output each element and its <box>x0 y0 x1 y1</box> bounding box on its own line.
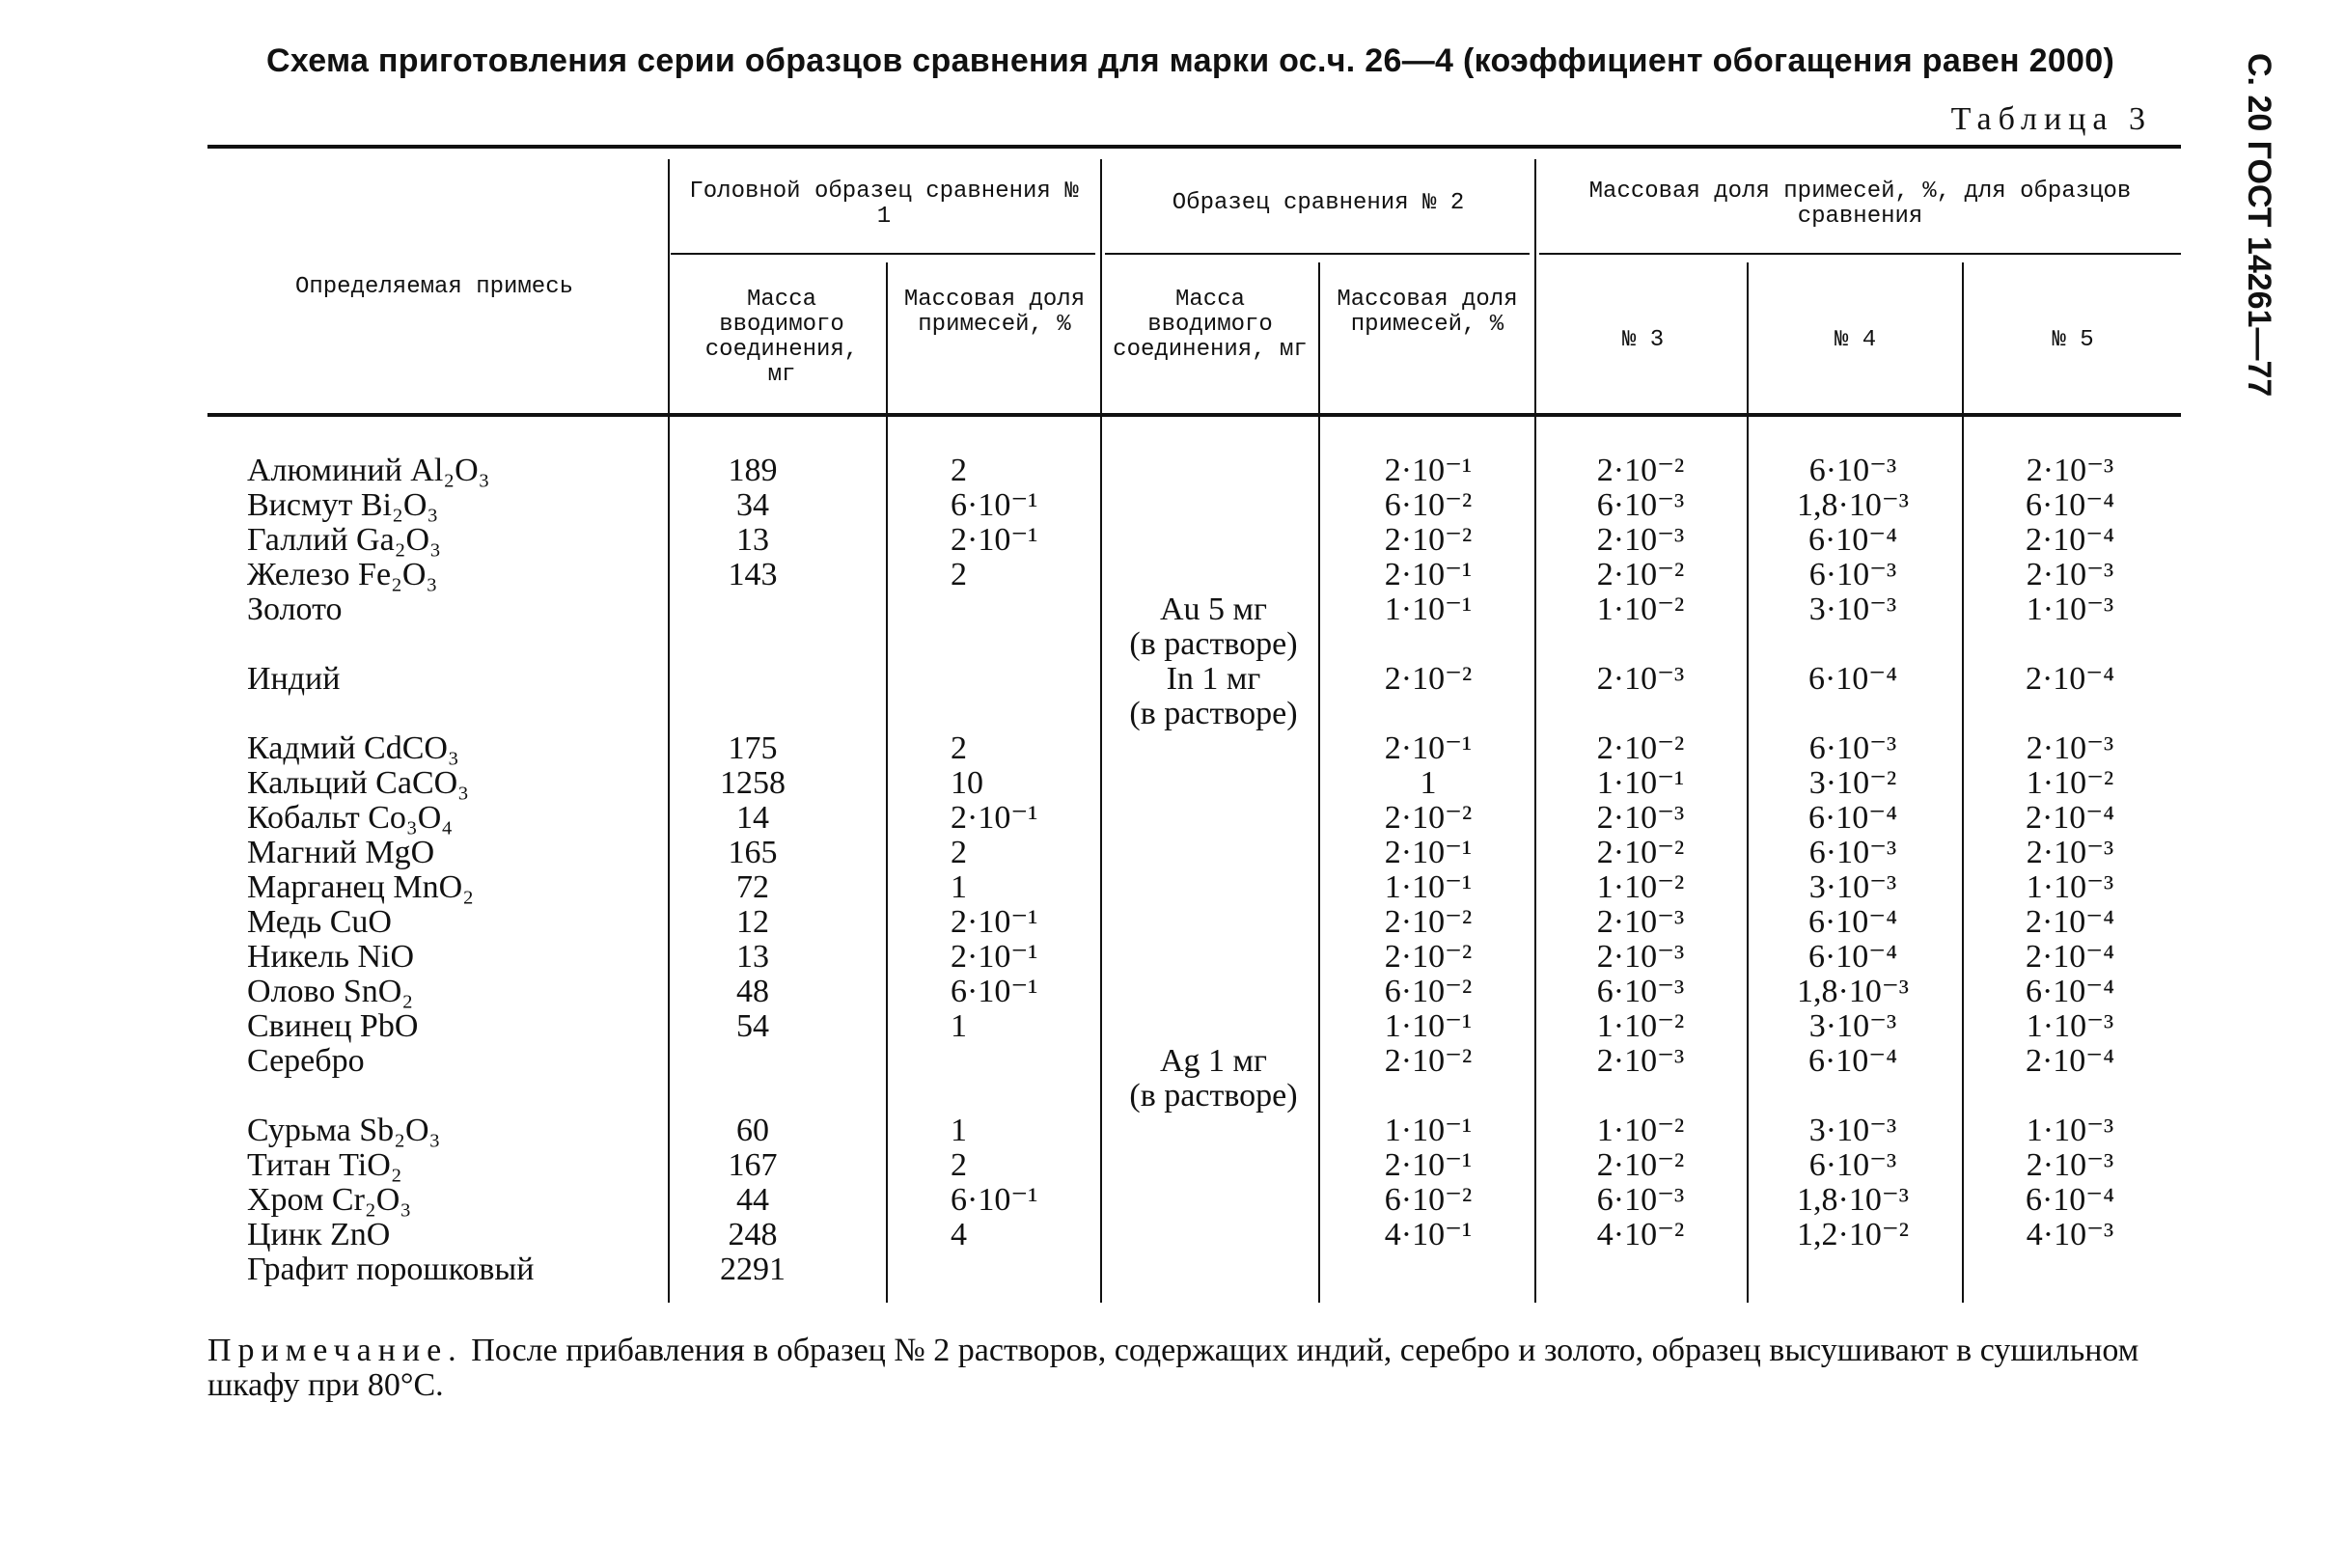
sample2-mass-note: (в растворе) <box>1129 696 1298 731</box>
sample4-fraction: 1,8·10⁻³ <box>1797 487 1909 523</box>
sample3-fraction: 1·10⁻² <box>1596 591 1685 627</box>
sample2-fraction: 2·10⁻² <box>1384 800 1473 836</box>
head-sample-mass: 13 <box>736 522 769 558</box>
sample2-fraction: 2·10⁻² <box>1384 1043 1473 1079</box>
sample3-fraction: 2·10⁻³ <box>1596 904 1685 940</box>
header-mass-compound-2: Масса вводимого соединения, мг <box>1113 287 1308 363</box>
sample4-fraction: 6·10⁻⁴ <box>1807 939 1898 975</box>
subheader-rule-1 <box>671 253 1095 255</box>
sample5-fraction: 2·10⁻⁴ <box>2025 939 2115 975</box>
sample4-fraction: 1,8·10⁻³ <box>1797 974 1909 1009</box>
header-sample-5: № 5 <box>2052 327 2094 353</box>
head-sample-fraction: 6·10⁻¹ <box>951 487 1038 523</box>
impurity-name: Индий <box>247 661 341 697</box>
sample2-fraction: 6·10⁻² <box>1384 1182 1473 1218</box>
sample2-fraction: 2·10⁻² <box>1384 522 1473 558</box>
sample5-fraction: 2·10⁻⁴ <box>2025 1043 2115 1079</box>
sample5-fraction: 1·10⁻³ <box>2026 591 2114 627</box>
impurity-name: Железо Fe₂O₃ <box>247 557 438 592</box>
header-head-sample: Головной образец сравнения № 1 <box>689 179 1079 230</box>
sample5-fraction: 2·10⁻³ <box>2026 453 2114 488</box>
header-sample-2: Образец сравнения № 2 <box>1172 190 1465 216</box>
impurity-name: Сурьма Sb₂O₃ <box>247 1113 441 1148</box>
impurity-name: Алюминий Al₂O₃ <box>247 453 490 488</box>
sample3-fraction: 2·10⁻² <box>1596 730 1685 766</box>
sample3-fraction: 2·10⁻² <box>1596 557 1685 592</box>
head-sample-mass: 72 <box>736 869 769 905</box>
table-top-rule <box>207 145 2181 149</box>
column-divider <box>886 262 888 1303</box>
sample5-fraction: 2·10⁻³ <box>2026 730 2114 766</box>
header-fraction-1: Массовая доля примесей, % <box>903 287 1086 338</box>
sample2-fraction: 2·10⁻² <box>1384 904 1473 940</box>
sample3-fraction: 2·10⁻³ <box>1596 800 1685 836</box>
page-title: Схема приготовления серии образцов сравнения для марки ос.ч. 26—4 (коэффициент обогащения равен 2000) <box>266 42 2115 79</box>
sample5-fraction: 2·10⁻⁴ <box>2025 661 2115 697</box>
sample4-fraction: 1,2·10⁻² <box>1797 1217 1909 1252</box>
sample2-fraction: 6·10⁻² <box>1384 974 1473 1009</box>
head-sample-mass: 248 <box>728 1217 778 1252</box>
sample5-fraction: 1·10⁻³ <box>2026 1008 2114 1044</box>
head-sample-fraction: 6·10⁻¹ <box>951 1182 1038 1218</box>
sample5-fraction: 6·10⁻⁴ <box>2025 974 2115 1009</box>
sample4-fraction: 3·10⁻³ <box>1808 591 1897 627</box>
head-sample-fraction: 2 <box>951 835 967 870</box>
sample3-fraction: 2·10⁻³ <box>1596 1043 1685 1079</box>
head-sample-mass: 13 <box>736 939 769 975</box>
sample4-fraction: 6·10⁻³ <box>1808 557 1897 592</box>
sample5-fraction: 1·10⁻³ <box>2026 869 2114 905</box>
sample2-mass-note: (в растворе) <box>1129 626 1298 662</box>
table-note <box>207 1334 2195 1403</box>
sample3-fraction: 2·10⁻³ <box>1596 522 1685 558</box>
impurity-name: Галлий Ga₂O₃ <box>247 522 441 558</box>
sample3-fraction: 4·10⁻² <box>1596 1217 1685 1252</box>
impurity-name: Висмут Bi₂O₃ <box>247 487 439 523</box>
head-sample-mass: 167 <box>728 1147 778 1183</box>
header-sample-4: № 4 <box>1834 327 1877 353</box>
header-sample-3: № 3 <box>1621 327 1665 353</box>
impurity-name: Марганец MnO₂ <box>247 869 474 905</box>
sample3-fraction: 2·10⁻² <box>1596 835 1685 870</box>
head-sample-mass: 48 <box>736 974 769 1009</box>
header-separator-rule <box>207 413 2181 417</box>
impurity-name: Медь CuO <box>247 904 392 940</box>
impurity-name: Кадмий CdCO₃ <box>247 730 459 766</box>
subheader-rule-2 <box>1105 253 1530 255</box>
impurity-name: Кобальт Co₃O₄ <box>247 800 454 836</box>
head-sample-mass: 175 <box>728 730 778 766</box>
sample2-fraction: 1·10⁻¹ <box>1384 869 1473 905</box>
impurity-name: Свинец PbO <box>247 1008 419 1044</box>
sample2-fraction: 1 <box>1420 765 1437 801</box>
head-sample-fraction: 2 <box>951 557 967 592</box>
sample2-fraction: 2·10⁻¹ <box>1384 453 1473 488</box>
column-divider <box>1747 262 1749 1303</box>
column-divider <box>668 159 670 1303</box>
sample3-fraction: 2·10⁻² <box>1596 453 1685 488</box>
sample3-fraction: 1·10⁻² <box>1596 1008 1685 1044</box>
sample5-fraction: 1·10⁻² <box>2026 765 2114 801</box>
sample4-fraction: 6·10⁻⁴ <box>1807 522 1898 558</box>
head-sample-fraction: 2·10⁻¹ <box>951 522 1038 558</box>
head-sample-mass: 44 <box>736 1182 769 1218</box>
sample5-fraction: 6·10⁻⁴ <box>2025 1182 2115 1218</box>
impurity-name: Золото <box>247 591 343 627</box>
sample4-fraction: 1,8·10⁻³ <box>1797 1182 1909 1218</box>
sample3-fraction: 6·10⁻³ <box>1596 974 1685 1009</box>
sample2-fraction: 1·10⁻¹ <box>1384 1008 1473 1044</box>
column-divider <box>1962 262 1964 1303</box>
sample2-fraction: 1·10⁻¹ <box>1384 1113 1473 1148</box>
head-sample-mass: 189 <box>728 453 778 488</box>
sample4-fraction: 6·10⁻⁴ <box>1807 1043 1898 1079</box>
sample3-fraction: 6·10⁻³ <box>1596 1182 1685 1218</box>
head-sample-fraction: 2·10⁻¹ <box>951 800 1038 836</box>
sample3-fraction: 1·10⁻¹ <box>1596 765 1685 801</box>
head-sample-fraction: 2·10⁻¹ <box>951 904 1038 940</box>
head-sample-mass: 12 <box>736 904 769 940</box>
head-sample-fraction: 2 <box>951 453 967 488</box>
impurity-name: Титан TiO₂ <box>247 1147 402 1183</box>
sample4-fraction: 6·10⁻³ <box>1808 1147 1897 1183</box>
head-sample-fraction: 10 <box>951 765 983 801</box>
sample4-fraction: 6·10⁻³ <box>1808 835 1897 870</box>
head-sample-mass: 165 <box>728 835 778 870</box>
sample5-fraction: 2·10⁻³ <box>2026 835 2114 870</box>
sample5-fraction: 2·10⁻⁴ <box>2025 522 2115 558</box>
head-sample-mass: 14 <box>736 800 769 836</box>
sample4-fraction: 6·10⁻⁴ <box>1807 800 1898 836</box>
page-running-header: С. 20 ГОСТ 14261—77 <box>2241 53 2277 398</box>
sample2-mass: In 1 мг <box>1166 661 1261 697</box>
note-label: Примечание. <box>207 1333 463 1368</box>
impurity-name: Хром Cr₂O₃ <box>247 1182 412 1218</box>
sample3-fraction: 2·10⁻² <box>1596 1147 1685 1183</box>
sample3-fraction: 2·10⁻³ <box>1596 939 1685 975</box>
sample2-fraction: 1·10⁻¹ <box>1384 591 1473 627</box>
sample2-fraction: 2·10⁻¹ <box>1384 835 1473 870</box>
head-sample-mass: 2291 <box>720 1252 786 1287</box>
sample5-fraction: 2·10⁻⁴ <box>2025 904 2115 940</box>
sample2-fraction: 4·10⁻¹ <box>1384 1217 1473 1252</box>
head-sample-fraction: 2·10⁻¹ <box>951 939 1038 975</box>
column-divider <box>1534 159 1536 1303</box>
sample5-fraction: 2·10⁻³ <box>2026 1147 2114 1183</box>
sample2-mass-note: (в растворе) <box>1129 1078 1298 1114</box>
sample4-fraction: 6·10⁻⁴ <box>1807 661 1898 697</box>
impurity-name: Олово SnO₂ <box>247 974 414 1009</box>
sample4-fraction: 6·10⁻⁴ <box>1807 904 1898 940</box>
sample5-fraction: 1·10⁻³ <box>2026 1113 2114 1148</box>
sample5-fraction: 2·10⁻³ <box>2026 557 2114 592</box>
head-sample-fraction: 6·10⁻¹ <box>951 974 1038 1009</box>
head-sample-fraction: 1 <box>951 1113 967 1148</box>
sample3-fraction: 1·10⁻² <box>1596 869 1685 905</box>
sample4-fraction: 3·10⁻³ <box>1808 1008 1897 1044</box>
sample2-fraction: 2·10⁻¹ <box>1384 1147 1473 1183</box>
subheader-rule-3 <box>1539 253 2181 255</box>
head-sample-fraction: 4 <box>951 1217 967 1252</box>
sample5-fraction: 4·10⁻³ <box>2026 1217 2114 1252</box>
impurity-name: Магний MgO <box>247 835 435 870</box>
impurity-name: Цинк ZnO <box>247 1217 391 1252</box>
head-sample-mass: 34 <box>736 487 769 523</box>
header-impurity: Определяемая примесь <box>294 274 574 300</box>
head-sample-fraction: 1 <box>951 1008 967 1044</box>
sample2-fraction: 2·10⁻¹ <box>1384 730 1473 766</box>
note-text: После прибавления в образец № 2 растворов, содержащих индий, серебро и золото, образец высушивают в сушильном шкафу при 80°С. <box>207 1333 2139 1403</box>
head-sample-mass: 60 <box>736 1113 769 1148</box>
sample4-fraction: 6·10⁻³ <box>1808 453 1897 488</box>
sample3-fraction: 1·10⁻² <box>1596 1113 1685 1148</box>
head-sample-mass: 54 <box>736 1008 769 1044</box>
header-mass-fraction-group: Массовая доля примесей, %, для образцов сравнения <box>1588 179 2132 230</box>
sample2-mass: Ag 1 мг <box>1159 1043 1267 1079</box>
head-sample-fraction: 1 <box>951 869 967 905</box>
sample2-mass: Au 5 мг <box>1159 591 1267 627</box>
head-sample-mass: 1258 <box>720 765 786 801</box>
head-sample-fraction: 2 <box>951 730 967 766</box>
sample4-fraction: 3·10⁻² <box>1808 765 1897 801</box>
sample5-fraction: 6·10⁻⁴ <box>2025 487 2115 523</box>
table-number: Таблица 3 <box>1950 101 2152 137</box>
sample4-fraction: 6·10⁻³ <box>1808 730 1897 766</box>
header-fraction-2: Массовая доля примесей, % <box>1337 287 1518 338</box>
sample2-fraction: 2·10⁻¹ <box>1384 557 1473 592</box>
sample2-fraction: 2·10⁻² <box>1384 661 1473 697</box>
impurity-name: Кальций CaCO₃ <box>247 765 470 801</box>
column-divider <box>1100 159 1102 1303</box>
sample2-fraction: 2·10⁻² <box>1384 939 1473 975</box>
impurity-name: Графит порошковый <box>247 1252 535 1287</box>
sample4-fraction: 3·10⁻³ <box>1808 1113 1897 1148</box>
head-sample-mass: 143 <box>728 557 778 592</box>
sample4-fraction: 3·10⁻³ <box>1808 869 1897 905</box>
impurity-name: Серебро <box>247 1043 365 1079</box>
sample2-fraction: 6·10⁻² <box>1384 487 1473 523</box>
column-divider <box>1318 262 1320 1303</box>
impurity-name: Никель NiO <box>247 939 415 975</box>
head-sample-fraction: 2 <box>951 1147 967 1183</box>
sample3-fraction: 6·10⁻³ <box>1596 487 1685 523</box>
sample3-fraction: 2·10⁻³ <box>1596 661 1685 697</box>
header-mass-compound-1: Масса вводимого соединения, мг <box>704 287 859 388</box>
sample5-fraction: 2·10⁻⁴ <box>2025 800 2115 836</box>
